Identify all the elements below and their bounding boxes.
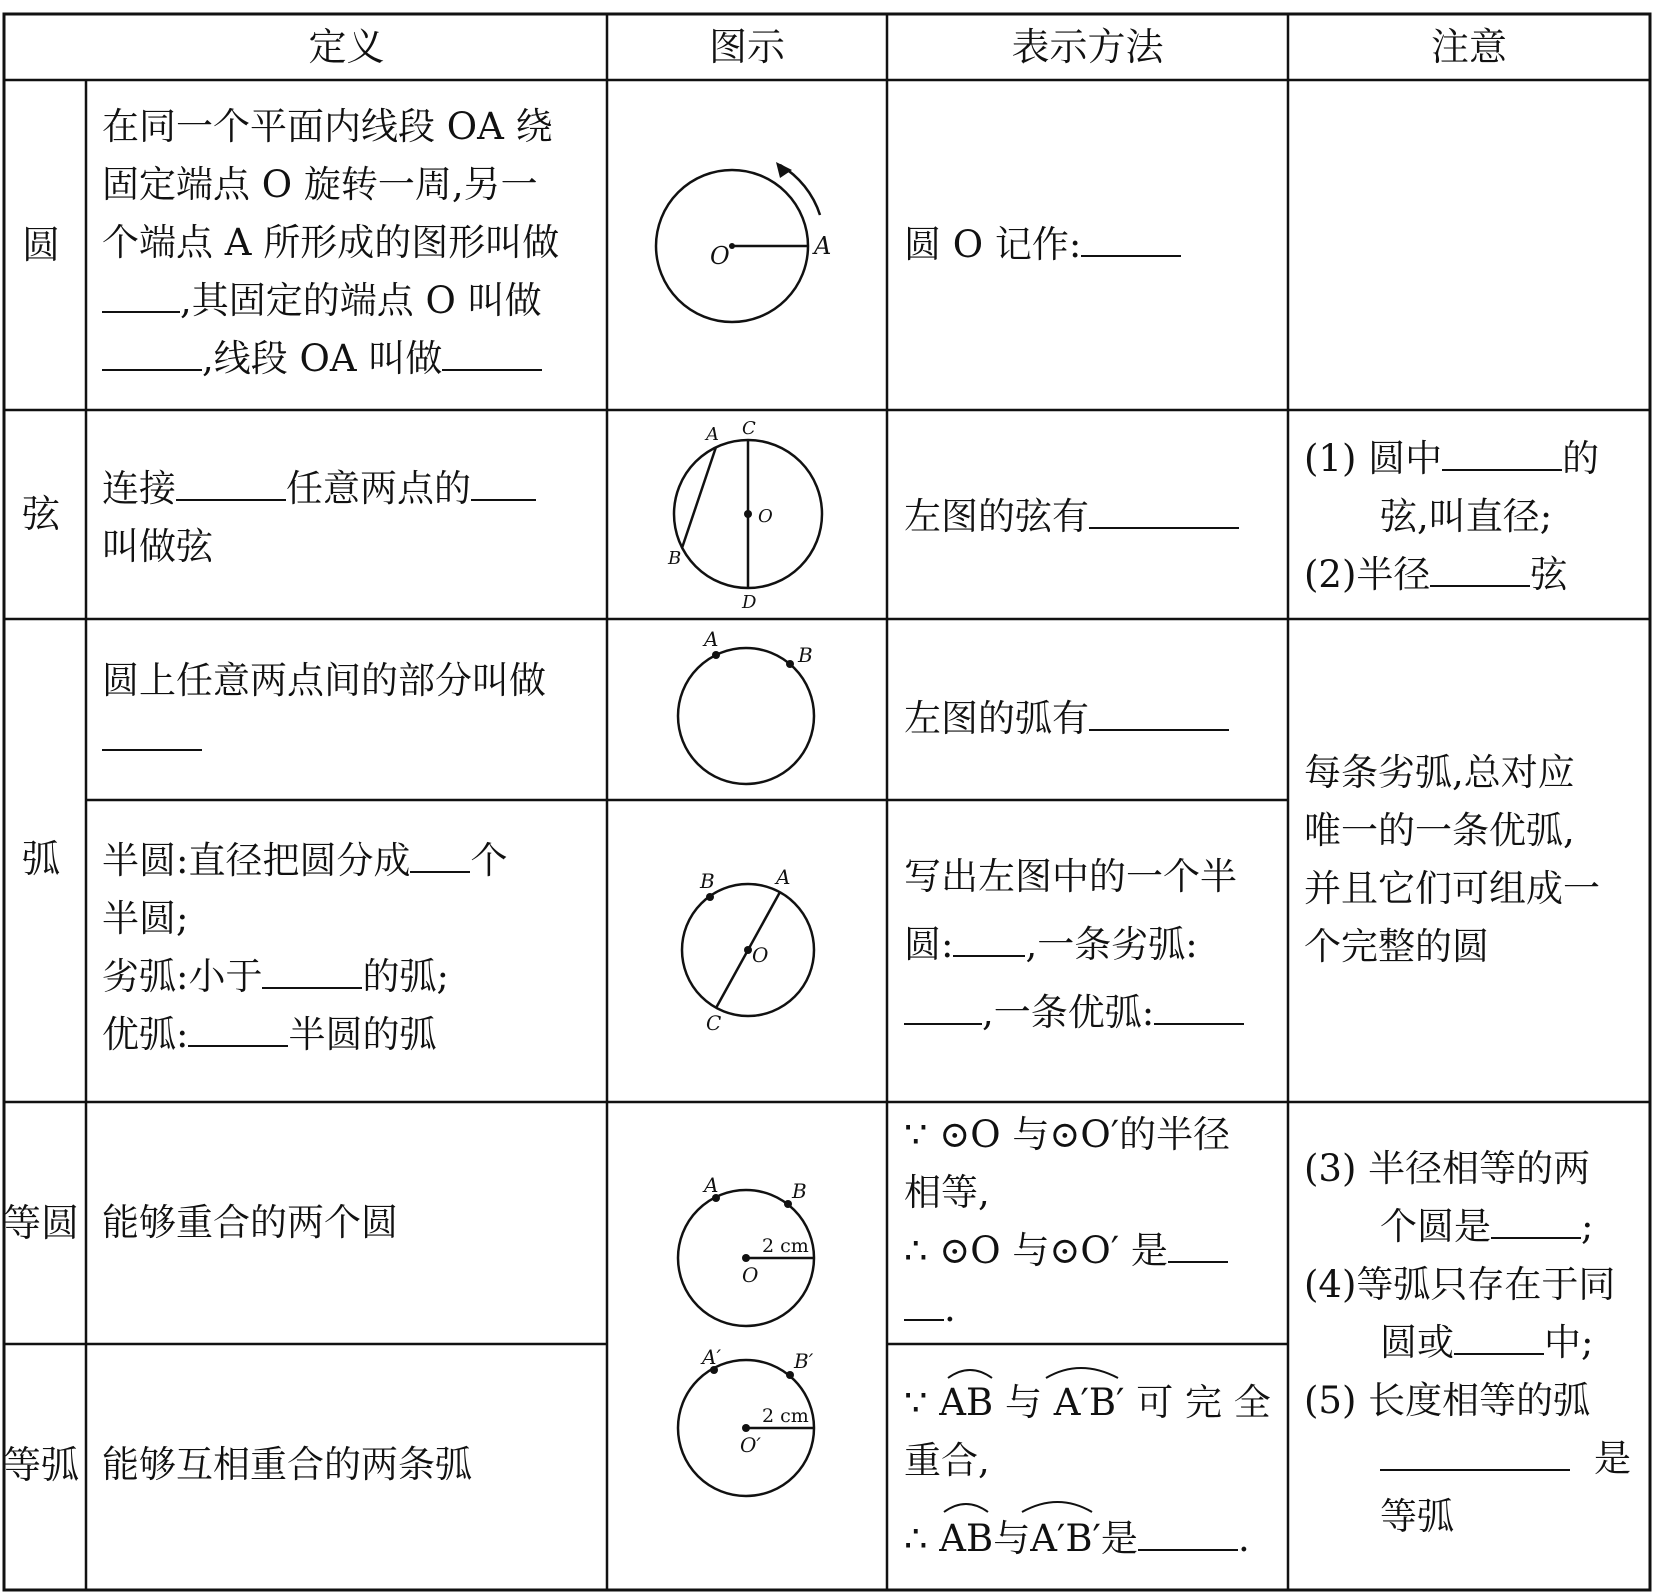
arc-notation-2-line-1: 写出左图中的一个半: [904, 855, 1237, 898]
row-label-chord: 弦: [21, 492, 60, 536]
label-O-prime: O′: [740, 1433, 761, 1457]
equal-circle-notation-line-1: ∵ ⊙O 与⊙O′的半径: [904, 1113, 1231, 1156]
label-B: B: [792, 1179, 807, 1203]
row-label-arc: 弧: [21, 837, 60, 881]
header-notation: 表示方法: [1011, 25, 1164, 69]
equal-arc-def: 能够互相重合的两条弧: [102, 1443, 472, 1486]
equal-arc-notation-line-3: ∴ AB与A′B′是 .: [904, 1510, 1250, 1568]
arc-note-line-3: 并且它们可组成一: [1304, 867, 1600, 910]
header-note: 注意: [1430, 25, 1507, 69]
chord-note-line-2: 弦,叫直径;: [1380, 495, 1553, 538]
arc-note-line-2: 唯一的一条优弧,: [1304, 809, 1575, 852]
row-label-equal-circle: 等圆: [2, 1201, 79, 1245]
label-O: O: [742, 1263, 759, 1287]
arc-note-line-1: 每条劣弧,总对应: [1304, 751, 1575, 794]
label-A-prime: A′: [702, 1345, 721, 1369]
circle-def-line-3: 个端点 A 所形成的图形叫做: [102, 221, 560, 264]
equal-circle-notation-line-2: 相等,: [904, 1171, 990, 1214]
equal-circle-notation-line-4: .: [904, 1280, 956, 1338]
label-B: B: [668, 548, 682, 569]
chord-note-line-3: (2)半径 弦: [1304, 546, 1567, 604]
header-definition: 定义: [308, 25, 385, 69]
equal-arc-notation-line-2: 重合,: [904, 1439, 990, 1482]
blank[interactable]: [1491, 1201, 1581, 1239]
eq-note-line-2: 个圆是 ;: [1380, 1198, 1593, 1256]
label-C: C: [706, 1011, 722, 1035]
label-B: B: [700, 869, 715, 893]
label-O: O: [710, 242, 730, 270]
circle-def-line-1: 在同一个平面内线段 OA 绕: [102, 105, 553, 148]
chord-def-line-2: 叫做弦: [102, 525, 213, 568]
label-radius: 2 cm: [762, 1235, 809, 1257]
arc-notation-2-line-2: 圆: ,一条劣弧:: [904, 916, 1198, 974]
equal-arc-notation-line-1: ∵ AB 与 A′B′ 可 完 全: [904, 1381, 1271, 1424]
circle-def-line-2: 固定端点 O 旋转一周,另一: [102, 163, 538, 206]
arc-def1-line-1: 圆上任意两点间的部分叫做: [102, 659, 546, 702]
label-B: B: [798, 643, 813, 667]
circle-def-line-5: ,线段 OA 叫做: [102, 330, 542, 388]
chord-def-line-1: 连接 任意两点的: [102, 460, 536, 518]
eq-note-line-5: (5) 长度相等的弧: [1304, 1379, 1591, 1422]
label-C: C: [742, 418, 756, 439]
header-figure: 图示: [708, 25, 785, 69]
arc-def2-line-3: 劣弧:小于 的弧;: [102, 948, 449, 1006]
arc-def2-line-2: 半圆;: [102, 897, 189, 940]
arc-notation-1: 左图的弧有: [904, 690, 1229, 748]
label-B-prime: B′: [794, 1349, 814, 1373]
label-D: D: [742, 592, 757, 613]
eq-note-line-3: (4)等弧只存在于同: [1304, 1263, 1616, 1306]
label-A: A: [704, 627, 719, 651]
arc-def2-line-4: 优弧: 半圆的弧: [102, 1006, 436, 1064]
chord-note-line-1: (1) 圆中 的: [1304, 430, 1599, 488]
eq-note-line-4: 圆或 中;: [1380, 1314, 1593, 1372]
arc-note-line-4: 个完整的圆: [1304, 925, 1489, 968]
label-A: A: [776, 865, 791, 889]
row-label-equal-arc: 等弧: [2, 1443, 79, 1487]
blank[interactable]: [1380, 1433, 1570, 1471]
chord-notation: 左图的弦有: [904, 488, 1239, 546]
arc-def2-line-1: 半圆:直径把圆分成 个: [102, 832, 507, 890]
label-O: O: [758, 506, 773, 527]
eq-note-line-1: (3) 半径相等的两: [1304, 1147, 1591, 1190]
circle-def-line-4: ,其固定的端点 O 叫做: [102, 272, 542, 330]
eq-note-line-7: 等弧: [1380, 1495, 1454, 1538]
equal-circle-notation-line-3: ∴ ⊙O 与⊙O′ 是: [904, 1222, 1228, 1280]
equal-circle-def: 能够重合的两个圆: [102, 1201, 398, 1244]
label-A: A: [704, 1173, 719, 1197]
label-radius: 2 cm: [762, 1405, 809, 1427]
blank[interactable]: [1454, 1317, 1544, 1355]
label-A: A: [706, 424, 719, 445]
eq-note-line-6: 是: [1380, 1430, 1631, 1488]
arc-notation-2-line-3: ,一条优弧:: [904, 984, 1244, 1042]
row-label-circle: 圆: [21, 223, 60, 267]
circle-notation: 圆 O 记作:: [904, 216, 1181, 274]
label-A: A: [814, 232, 832, 260]
label-O: O: [752, 943, 769, 967]
